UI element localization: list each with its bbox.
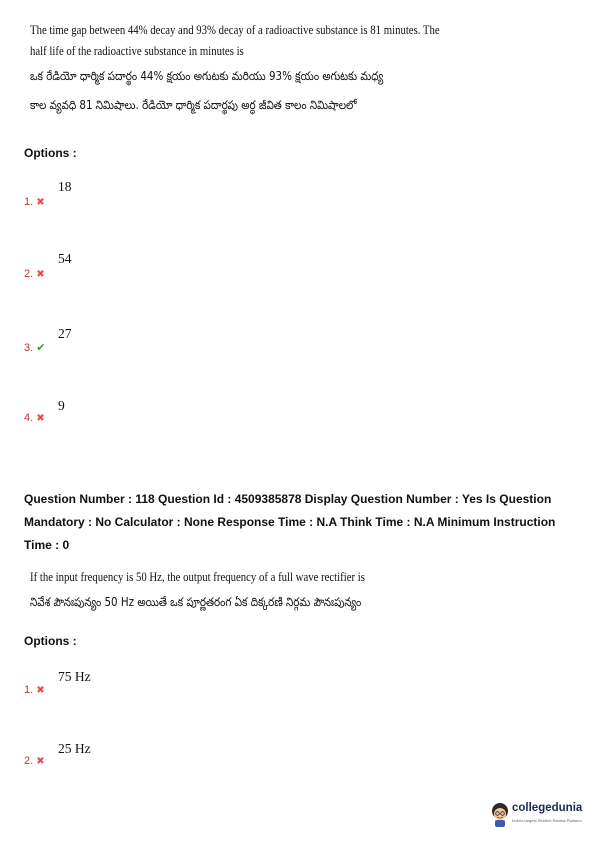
question-118-text (30, 567, 499, 613)
option-value: 27 (58, 326, 72, 341)
meta-line: Mandatory : No Calculator : None Response Time : N.A Think Time : N.A Minimum Instruction (24, 515, 556, 529)
wrong-icon: ✖ (36, 197, 45, 208)
logo-name: collegedunia (512, 802, 583, 814)
question-english-line: half life of the radioactive substance in minutes is (30, 44, 244, 58)
collegedunia-logo (490, 800, 590, 832)
options-label: Options : (24, 634, 77, 648)
option-number: 2. ✖ (24, 755, 45, 767)
option-value: 9 (58, 398, 65, 413)
wrong-icon: ✖ (36, 413, 45, 424)
wrong-icon: ✖ (36, 685, 45, 696)
question-english-line: The time gap between 44% decay and 93% decay of a radioactive substance is 81 minutes. The (30, 23, 440, 37)
question-telugu-line: ఒక రేడియో ధార్మిక పదార్థం 44% క్షయం అగుటకు మరియు 93% క్షయం అగుటకు మధ్య (30, 69, 384, 83)
question-telugu-line: నివేశ పౌనఃపున్యం 50 Hz అయితే ఒక పూర్ణతరంగ ఏక దిక్కరణి నిర్గమ పౌనఃపున్యం (30, 595, 362, 609)
meta-line: Time : 0 (24, 538, 70, 552)
option-value: 75 Hz (58, 669, 91, 684)
question-telugu-line: కాల వ్యవధి 81 నిమిషాలు. రేడియో ధార్మిక పదార్థపు అర్ధ జీవిత కాలం నిమిషాలలో (30, 98, 357, 112)
correct-icon: ✔ (36, 342, 46, 354)
option-number: 1. ✖ (24, 684, 45, 696)
question-117-text (30, 20, 499, 116)
option-value: 54 (58, 251, 72, 266)
option-number: 1. ✖ (24, 196, 45, 208)
option-value: 18 (58, 179, 72, 194)
mascot-icon (490, 802, 510, 828)
meta-line: Question Number : 118 Question Id : 4509385878 Display Question Number : Yes Is Question (24, 492, 552, 506)
question-english-line: If the input frequency is 50 Hz, the output frequency of a full wave rectifier is (30, 570, 365, 584)
option-value: 25 Hz (58, 741, 91, 756)
option-number: 2. ✖ (24, 268, 45, 280)
wrong-icon: ✖ (36, 269, 45, 280)
options-label: Options : (24, 146, 77, 160)
option-number: 4. ✖ (24, 412, 45, 424)
option-number: 3. ✔ (24, 342, 46, 354)
wrong-icon: ✖ (36, 756, 45, 767)
question-118-meta (24, 488, 584, 557)
logo-tagline: India's largest Student Review Platform (512, 818, 582, 823)
